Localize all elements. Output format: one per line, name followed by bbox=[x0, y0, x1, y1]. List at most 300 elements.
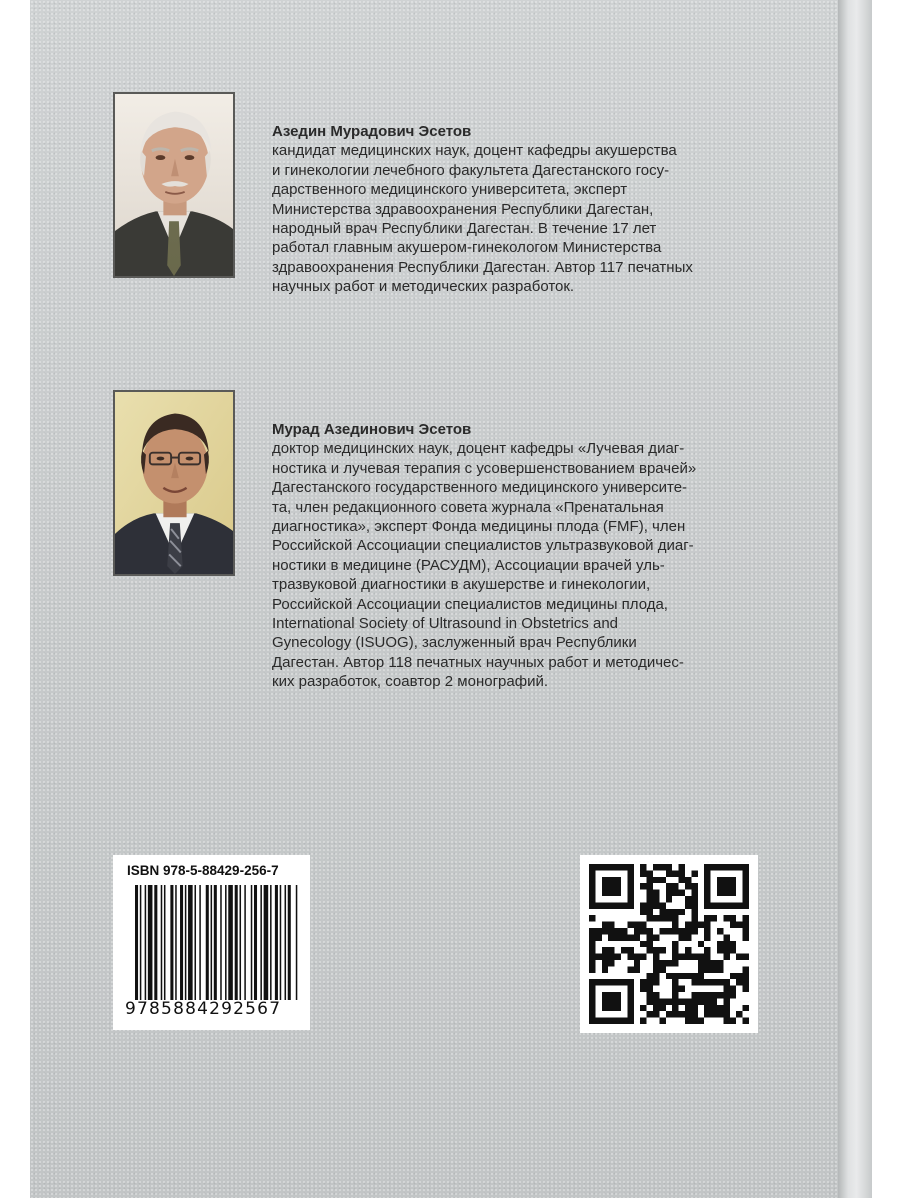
author1-bio-line: Министерства здравоохранения Республики Дагестан, bbox=[272, 200, 654, 218]
qr-module bbox=[621, 864, 627, 870]
qr-module bbox=[647, 998, 653, 1004]
qr-module bbox=[627, 992, 633, 998]
qr-module bbox=[659, 1005, 665, 1011]
qr-module bbox=[659, 998, 665, 1004]
author2-bio-line: ких разработок, соавтор 2 монографий. bbox=[272, 673, 548, 691]
qr-module bbox=[615, 902, 621, 908]
qr-module bbox=[608, 877, 614, 883]
qr-module bbox=[723, 954, 729, 960]
barcode-bar bbox=[285, 885, 287, 1000]
qr-module bbox=[602, 979, 608, 985]
qr-module bbox=[743, 954, 749, 960]
barcode-bar bbox=[154, 885, 157, 1000]
qr-module bbox=[730, 864, 736, 870]
qr-module bbox=[743, 890, 749, 896]
qr-module bbox=[653, 1011, 659, 1017]
qr-module bbox=[589, 947, 595, 953]
qr-module bbox=[653, 934, 659, 940]
qr-module bbox=[621, 928, 627, 934]
qr-module bbox=[698, 998, 704, 1004]
qr-module bbox=[647, 1011, 653, 1017]
qr-module bbox=[704, 1011, 710, 1017]
qr-module bbox=[602, 1005, 608, 1011]
qr-module bbox=[647, 870, 653, 876]
qr-module bbox=[621, 1018, 627, 1024]
qr-module bbox=[666, 883, 672, 889]
qr-module bbox=[736, 864, 742, 870]
qr-module bbox=[615, 877, 621, 883]
barcode-bar bbox=[225, 885, 227, 1000]
qr-module bbox=[608, 1018, 614, 1024]
qr-module bbox=[615, 992, 621, 998]
qr-module bbox=[589, 966, 595, 972]
barcode-bars bbox=[135, 885, 299, 1000]
qr-module bbox=[621, 934, 627, 940]
qr-module bbox=[723, 947, 729, 953]
qr-module bbox=[627, 986, 633, 992]
qr-module bbox=[679, 954, 685, 960]
qr-module bbox=[634, 960, 640, 966]
qr-module bbox=[691, 1018, 697, 1024]
qr-module bbox=[743, 1018, 749, 1024]
qr-module bbox=[602, 922, 608, 928]
qr-module bbox=[743, 979, 749, 985]
qr-module bbox=[723, 1011, 729, 1017]
author1-portrait bbox=[113, 92, 235, 278]
qr-module bbox=[602, 877, 608, 883]
qr-module bbox=[627, 979, 633, 985]
author1-bio-line: и гинекологии лечебного факультета Дагестанского госу- bbox=[272, 161, 670, 179]
qr-module bbox=[691, 909, 697, 915]
qr-module bbox=[627, 934, 633, 940]
qr-module bbox=[698, 992, 704, 998]
qr-module bbox=[659, 909, 665, 915]
qr-module bbox=[723, 998, 729, 1004]
qr-module bbox=[743, 934, 749, 940]
qr-module bbox=[659, 1018, 665, 1024]
qr-module bbox=[627, 1005, 633, 1011]
qr-module bbox=[685, 954, 691, 960]
qr-module bbox=[672, 928, 678, 934]
qr-module bbox=[659, 947, 665, 953]
qr-module bbox=[704, 966, 710, 972]
qr-module bbox=[743, 902, 749, 908]
barcode-bar bbox=[220, 885, 222, 1000]
qr-module bbox=[672, 992, 678, 998]
barcode-bar bbox=[275, 885, 278, 1000]
qr-module bbox=[602, 947, 608, 953]
qr-module bbox=[711, 992, 717, 998]
qr-module bbox=[679, 1011, 685, 1017]
qr-module bbox=[602, 902, 608, 908]
qr-module bbox=[704, 877, 710, 883]
qr-module bbox=[653, 1005, 659, 1011]
barcode-bar bbox=[240, 885, 242, 1000]
qr-module bbox=[640, 954, 646, 960]
author2-bio-line: Gynecology (ISUOG), заслуженный врач Республики bbox=[272, 634, 637, 652]
barcode-bar bbox=[211, 885, 213, 1000]
qr-module bbox=[730, 902, 736, 908]
qr-code bbox=[580, 855, 758, 1033]
qr-module bbox=[589, 954, 595, 960]
qr-module bbox=[679, 877, 685, 883]
author1-bio-line: работал главным акушером-гинекологом Министерства bbox=[272, 239, 662, 257]
qr-module bbox=[653, 998, 659, 1004]
author2-bio-line: Дагестан. Автор 118 печатных научных работ и методичес- bbox=[272, 653, 684, 671]
qr-module bbox=[666, 864, 672, 870]
qr-module bbox=[679, 986, 685, 992]
qr-module bbox=[621, 979, 627, 985]
qr-module bbox=[647, 909, 653, 915]
qr-module bbox=[589, 896, 595, 902]
author1-bio-line: здравоохранения Республики Дагестан. Автор 117 печатных bbox=[272, 258, 693, 276]
qr-module bbox=[627, 870, 633, 876]
qr-module bbox=[602, 890, 608, 896]
qr-module bbox=[589, 1005, 595, 1011]
barcode-bar bbox=[135, 885, 138, 1000]
qr-module bbox=[653, 896, 659, 902]
qr-module bbox=[685, 877, 691, 883]
author2-portrait bbox=[113, 390, 235, 576]
qr-module bbox=[589, 1011, 595, 1017]
qr-module bbox=[653, 954, 659, 960]
barcode-bar bbox=[164, 885, 166, 1000]
author1-bio bbox=[272, 122, 792, 297]
qr-module bbox=[685, 1018, 691, 1024]
qr-module bbox=[621, 902, 627, 908]
qr-module bbox=[685, 998, 691, 1004]
qr-module bbox=[602, 992, 608, 998]
qr-module bbox=[698, 941, 704, 947]
qr-module bbox=[666, 1011, 672, 1017]
barcode-bar bbox=[296, 885, 298, 1000]
qr-module bbox=[672, 1005, 678, 1011]
barcode-bar bbox=[280, 885, 282, 1000]
qr-module bbox=[647, 986, 653, 992]
barcode-bar bbox=[185, 885, 187, 1000]
qr-module bbox=[627, 947, 633, 953]
qr-module bbox=[640, 864, 646, 870]
qr-module bbox=[666, 960, 672, 966]
qr-module bbox=[717, 883, 723, 889]
qr-module bbox=[717, 1011, 723, 1017]
qr-module bbox=[730, 1018, 736, 1024]
qr-module bbox=[704, 1005, 710, 1011]
qr-module bbox=[602, 883, 608, 889]
qr-module bbox=[679, 909, 685, 915]
qr-module bbox=[608, 890, 614, 896]
qr-module bbox=[653, 966, 659, 972]
qr-module bbox=[653, 979, 659, 985]
qr-module bbox=[717, 966, 723, 972]
qr-module bbox=[589, 883, 595, 889]
author2-bio-line: International Society of Ultrasound in Obstetrics and bbox=[272, 615, 619, 633]
qr-module bbox=[589, 877, 595, 883]
author1-bio-line: дарственного медицинского университета, эксперт bbox=[272, 181, 628, 199]
author2-bio-line: тразвуковой диагностики в акушерстве и гинекологии, bbox=[272, 576, 651, 594]
qr-module bbox=[640, 979, 646, 985]
qr-module bbox=[634, 954, 640, 960]
barcode-bar bbox=[188, 885, 193, 1000]
qr-module bbox=[627, 890, 633, 896]
qr-module bbox=[711, 966, 717, 972]
qr-module bbox=[627, 966, 633, 972]
qr-module bbox=[653, 915, 659, 921]
qr-module bbox=[608, 947, 614, 953]
qr-module bbox=[717, 992, 723, 998]
qr-module bbox=[717, 864, 723, 870]
qr-module bbox=[743, 928, 749, 934]
qr-module bbox=[653, 947, 659, 953]
qr-module bbox=[685, 973, 691, 979]
author1-bio-line: научных работ и методических разработок. bbox=[272, 278, 575, 296]
qr-module bbox=[666, 928, 672, 934]
qr-module bbox=[608, 998, 614, 1004]
qr-module bbox=[679, 928, 685, 934]
qr-module bbox=[736, 973, 742, 979]
barcode-bar bbox=[180, 885, 183, 1000]
qr-module bbox=[615, 864, 621, 870]
qr-module bbox=[672, 998, 678, 1004]
qr-module bbox=[679, 870, 685, 876]
qr-module bbox=[743, 877, 749, 883]
qr-module bbox=[730, 890, 736, 896]
qr-module bbox=[704, 896, 710, 902]
barcode-bar bbox=[194, 885, 196, 1000]
qr-module bbox=[672, 960, 678, 966]
qr-module bbox=[691, 973, 697, 979]
qr-module bbox=[595, 1018, 601, 1024]
qr-module bbox=[698, 922, 704, 928]
qr-module bbox=[691, 870, 697, 876]
qr-module bbox=[730, 986, 736, 992]
qr-module bbox=[653, 877, 659, 883]
qr-module bbox=[698, 973, 704, 979]
barcode-bar bbox=[244, 885, 246, 1000]
qr-module bbox=[685, 947, 691, 953]
qr-module bbox=[627, 864, 633, 870]
qr-module bbox=[589, 870, 595, 876]
qr-module bbox=[685, 1005, 691, 1011]
qr-module bbox=[659, 877, 665, 883]
qr-module bbox=[698, 954, 704, 960]
qr-module bbox=[672, 870, 678, 876]
qr-module bbox=[704, 922, 710, 928]
barcode-bar bbox=[254, 885, 257, 1000]
qr-module bbox=[704, 883, 710, 889]
qr-module bbox=[691, 992, 697, 998]
qr-module bbox=[723, 902, 729, 908]
author1-bio-line: народный врач Республики Дагестан. В течение 17 лет bbox=[272, 220, 657, 238]
qr-module bbox=[653, 973, 659, 979]
qr-module bbox=[640, 1018, 646, 1024]
qr-module bbox=[723, 992, 729, 998]
qr-code-matrix bbox=[589, 864, 749, 1024]
qr-module bbox=[672, 922, 678, 928]
qr-module bbox=[730, 973, 736, 979]
qr-module bbox=[595, 902, 601, 908]
qr-module bbox=[659, 928, 665, 934]
qr-module bbox=[602, 1018, 608, 1024]
qr-module bbox=[640, 928, 646, 934]
qr-module bbox=[608, 992, 614, 998]
qr-module bbox=[666, 870, 672, 876]
qr-module bbox=[672, 909, 678, 915]
qr-module bbox=[595, 979, 601, 985]
qr-module bbox=[589, 986, 595, 992]
qr-module bbox=[627, 896, 633, 902]
qr-module bbox=[589, 992, 595, 998]
author2-bio-line: ностики в медицине (РАСУДМ), Ассоциации врачей уль- bbox=[272, 556, 665, 574]
qr-module bbox=[723, 1005, 729, 1011]
qr-module bbox=[730, 915, 736, 921]
qr-module bbox=[659, 960, 665, 966]
author2-bio-line: ностика и лучевая терапия с усовершенствованием врачей» bbox=[272, 459, 697, 477]
qr-module bbox=[653, 864, 659, 870]
barcode-bar bbox=[251, 885, 253, 1000]
qr-module bbox=[653, 890, 659, 896]
qr-module bbox=[627, 1011, 633, 1017]
qr-module bbox=[647, 902, 653, 908]
qr-module bbox=[608, 954, 614, 960]
qr-module bbox=[666, 915, 672, 921]
qr-module bbox=[602, 966, 608, 972]
qr-module bbox=[615, 979, 621, 985]
qr-module bbox=[627, 902, 633, 908]
qr-module bbox=[615, 954, 621, 960]
qr-module bbox=[666, 890, 672, 896]
qr-module bbox=[627, 877, 633, 883]
qr-module bbox=[666, 909, 672, 915]
barcode-bar bbox=[206, 885, 209, 1000]
barcode-bar bbox=[235, 885, 238, 1000]
qr-module bbox=[704, 934, 710, 940]
qr-module bbox=[717, 890, 723, 896]
author2-bio-line: та, член редакционного совета журнала «Пренатальная bbox=[272, 498, 664, 516]
qr-module bbox=[647, 979, 653, 985]
qr-module bbox=[679, 890, 685, 896]
barcode-bar bbox=[264, 885, 269, 1000]
qr-module bbox=[679, 864, 685, 870]
qr-module bbox=[589, 864, 595, 870]
qr-module bbox=[647, 915, 653, 921]
book-spine bbox=[838, 0, 872, 1198]
qr-module bbox=[743, 883, 749, 889]
qr-module bbox=[621, 947, 627, 953]
author2-bio bbox=[272, 420, 812, 692]
qr-module bbox=[730, 922, 736, 928]
qr-module bbox=[743, 1005, 749, 1011]
qr-module bbox=[691, 896, 697, 902]
qr-module bbox=[653, 960, 659, 966]
qr-module bbox=[723, 941, 729, 947]
qr-module bbox=[685, 902, 691, 908]
qr-module bbox=[691, 979, 697, 985]
qr-module bbox=[627, 922, 633, 928]
author2-bio-line: Дагестанского государственного медицинского университе- bbox=[272, 479, 688, 497]
qr-module bbox=[736, 954, 742, 960]
qr-module bbox=[627, 1018, 633, 1024]
qr-module bbox=[736, 902, 742, 908]
qr-module bbox=[704, 954, 710, 960]
author2-bio-line: доктор медицинских наук, доцент кафедры «Лучевая диаг- bbox=[272, 440, 685, 458]
barcode-bar bbox=[148, 885, 153, 1000]
qr-module bbox=[647, 973, 653, 979]
qr-module bbox=[608, 979, 614, 985]
qr-module bbox=[627, 954, 633, 960]
qr-module bbox=[602, 998, 608, 1004]
qr-module bbox=[666, 896, 672, 902]
qr-module bbox=[743, 966, 749, 972]
qr-module bbox=[704, 915, 710, 921]
qr-module bbox=[659, 902, 665, 908]
qr-module bbox=[608, 883, 614, 889]
qr-module bbox=[602, 928, 608, 934]
qr-module bbox=[717, 877, 723, 883]
qr-module bbox=[615, 1005, 621, 1011]
author2-bio-line: диагностика», эксперт Фонда медицины плода (FMF), член bbox=[272, 518, 686, 536]
qr-module bbox=[685, 934, 691, 940]
qr-module bbox=[730, 941, 736, 947]
qr-module bbox=[723, 915, 729, 921]
barcode-bar bbox=[270, 885, 272, 1000]
qr-module bbox=[711, 1011, 717, 1017]
qr-module bbox=[589, 890, 595, 896]
qr-module bbox=[723, 890, 729, 896]
qr-module bbox=[704, 979, 710, 985]
qr-module bbox=[615, 934, 621, 940]
qr-module bbox=[589, 915, 595, 921]
qr-module bbox=[589, 941, 595, 947]
qr-module bbox=[659, 966, 665, 972]
qr-module bbox=[615, 998, 621, 1004]
qr-module bbox=[730, 883, 736, 889]
qr-module bbox=[666, 973, 672, 979]
qr-module bbox=[640, 902, 646, 908]
qr-module bbox=[595, 864, 601, 870]
qr-module bbox=[634, 966, 640, 972]
qr-module bbox=[736, 1011, 742, 1017]
qr-module bbox=[640, 870, 646, 876]
qr-module bbox=[743, 864, 749, 870]
barcode-bar bbox=[170, 885, 173, 1000]
qr-module bbox=[691, 883, 697, 889]
qr-module bbox=[608, 928, 614, 934]
qr-module bbox=[691, 890, 697, 896]
qr-module bbox=[672, 954, 678, 960]
qr-module bbox=[602, 864, 608, 870]
barcode-bar bbox=[260, 885, 262, 1000]
isbn-label: ISBN 978-5-88429-256-7 bbox=[127, 863, 279, 878]
author1-name: Азедин Мурадович Эсетов bbox=[272, 123, 472, 140]
qr-module bbox=[608, 902, 614, 908]
qr-module bbox=[615, 928, 621, 934]
qr-module bbox=[704, 998, 710, 1004]
qr-module bbox=[704, 870, 710, 876]
qr-module bbox=[634, 922, 640, 928]
qr-module bbox=[647, 947, 653, 953]
qr-module bbox=[730, 947, 736, 953]
barcode-bar bbox=[140, 885, 142, 1000]
qr-module bbox=[723, 934, 729, 940]
qr-module bbox=[647, 928, 653, 934]
qr-module bbox=[723, 1018, 729, 1024]
qr-module bbox=[711, 979, 717, 985]
qr-module bbox=[685, 922, 691, 928]
qr-module bbox=[589, 979, 595, 985]
qr-module bbox=[640, 1005, 646, 1011]
qr-module bbox=[589, 1018, 595, 1024]
